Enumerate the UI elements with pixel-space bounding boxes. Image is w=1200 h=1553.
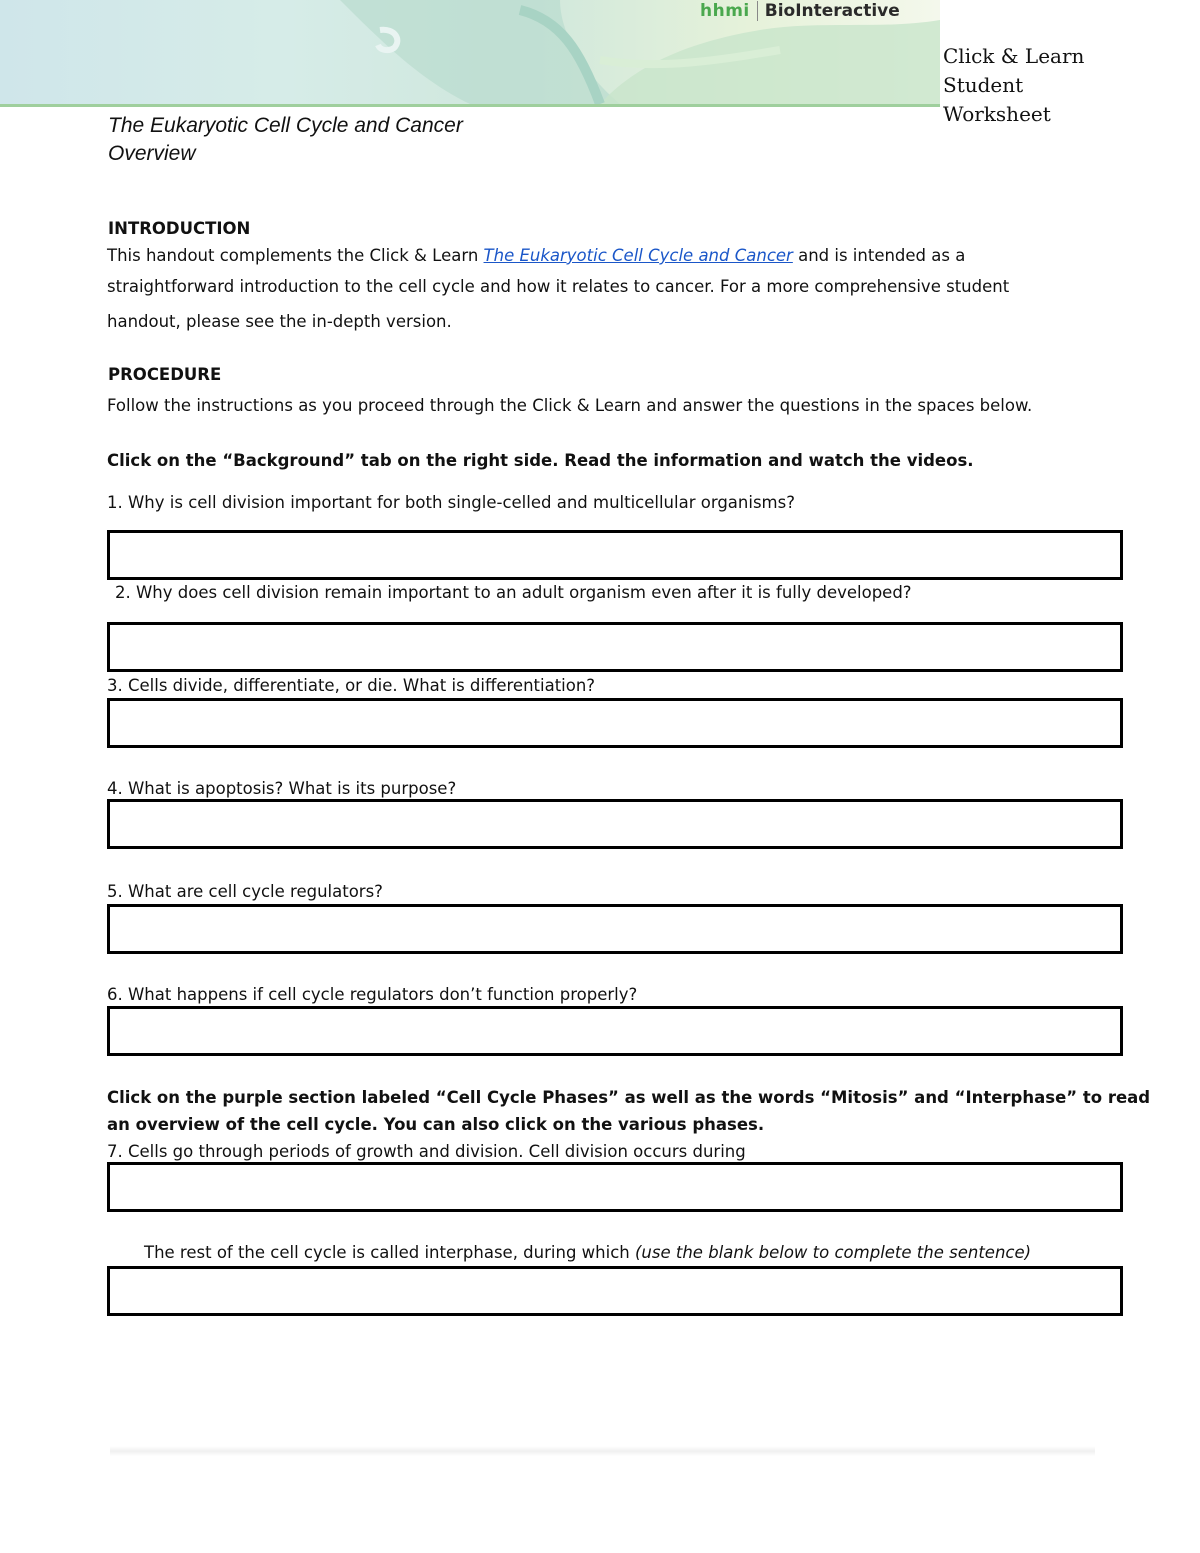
header-banner bbox=[0, 0, 940, 107]
introduction-line-1 bbox=[107, 246, 965, 265]
question-6: 6. What happens if cell cycle regulators don’t function properly? bbox=[107, 985, 638, 1004]
logo-divider bbox=[757, 1, 758, 21]
procedure-text: Follow the instructions as you proceed through the Click & Learn and answer the questions in the spaces below. bbox=[107, 396, 1033, 415]
cell-cycle-phases-instruction-line-2: an overview of the cell cycle. You can also click on the various phases. bbox=[107, 1115, 765, 1134]
answer-box-7[interactable] bbox=[107, 1162, 1123, 1212]
side-label-line-2: Student bbox=[943, 73, 1024, 97]
hhmi-biointeractive-logo bbox=[700, 0, 900, 22]
intro-text-post: and is intended as a bbox=[792, 246, 966, 265]
logo-biointeractive-text: BioInteractive bbox=[764, 1, 900, 21]
q7b-text: The rest of the cell cycle is called interphase, during which bbox=[144, 1243, 635, 1262]
question-5: 5. What are cell cycle regulators? bbox=[107, 882, 383, 901]
background-instruction: Click on the “Background” tab on the right side. Read the information and watch the videos. bbox=[107, 451, 974, 470]
answer-box-3[interactable] bbox=[107, 698, 1123, 748]
question-1: 1. Why is cell division important for both single-celled and multicellular organisms? bbox=[107, 493, 795, 512]
question-2: 2. Why does cell division remain important to an adult organism even after it is fully developed? bbox=[115, 583, 912, 602]
answer-box-2[interactable] bbox=[107, 622, 1123, 672]
side-label-line-3: Worksheet bbox=[943, 102, 1051, 126]
worksheet-type-label bbox=[943, 42, 1183, 129]
answer-box-1[interactable] bbox=[107, 530, 1123, 580]
question-7-continuation bbox=[144, 1243, 1031, 1262]
logo-hhmi-text: hhmi bbox=[700, 1, 750, 21]
question-4: 4. What is apoptosis? What is its purpose? bbox=[107, 779, 457, 798]
document-title bbox=[108, 112, 463, 168]
procedure-heading: PROCEDURE bbox=[108, 365, 222, 384]
introduction-line-2: straightforward introduction to the cell cycle and how it relates to cancer. For a more comprehensive student bbox=[107, 277, 1010, 296]
answer-box-5[interactable] bbox=[107, 904, 1123, 954]
q7b-italic-note: (use the blank below to complete the sentence) bbox=[634, 1243, 1032, 1262]
answer-box-7b[interactable] bbox=[107, 1266, 1123, 1316]
question-7: 7. Cells go through periods of growth and division. Cell division occurs during bbox=[107, 1142, 746, 1161]
side-label-line-1: Click & Learn bbox=[943, 44, 1085, 68]
answer-box-6[interactable] bbox=[107, 1006, 1123, 1056]
cell-cycle-phases-instruction-line-1: Click on the purple section labeled “Cell Cycle Phases” as well as the words “Mitosis” and “Interphase” to read bbox=[107, 1088, 1151, 1107]
banner-bottom-rule bbox=[0, 104, 940, 107]
click-and-learn-link[interactable]: The Eukaryotic Cell Cycle and Cancer bbox=[483, 246, 793, 265]
title-line-2: Overview bbox=[108, 142, 196, 165]
title-line-1: The Eukaryotic Cell Cycle and Cancer bbox=[108, 114, 463, 137]
footer-rule bbox=[110, 1446, 1095, 1456]
intro-text-pre: This handout complements the Click & Learn bbox=[107, 246, 484, 265]
introduction-heading: INTRODUCTION bbox=[108, 219, 251, 238]
answer-box-4[interactable] bbox=[107, 799, 1123, 849]
question-3: 3. Cells divide, differentiate, or die. What is differentiation? bbox=[107, 676, 596, 695]
introduction-line-3: handout, please see the in-depth version. bbox=[107, 312, 452, 331]
